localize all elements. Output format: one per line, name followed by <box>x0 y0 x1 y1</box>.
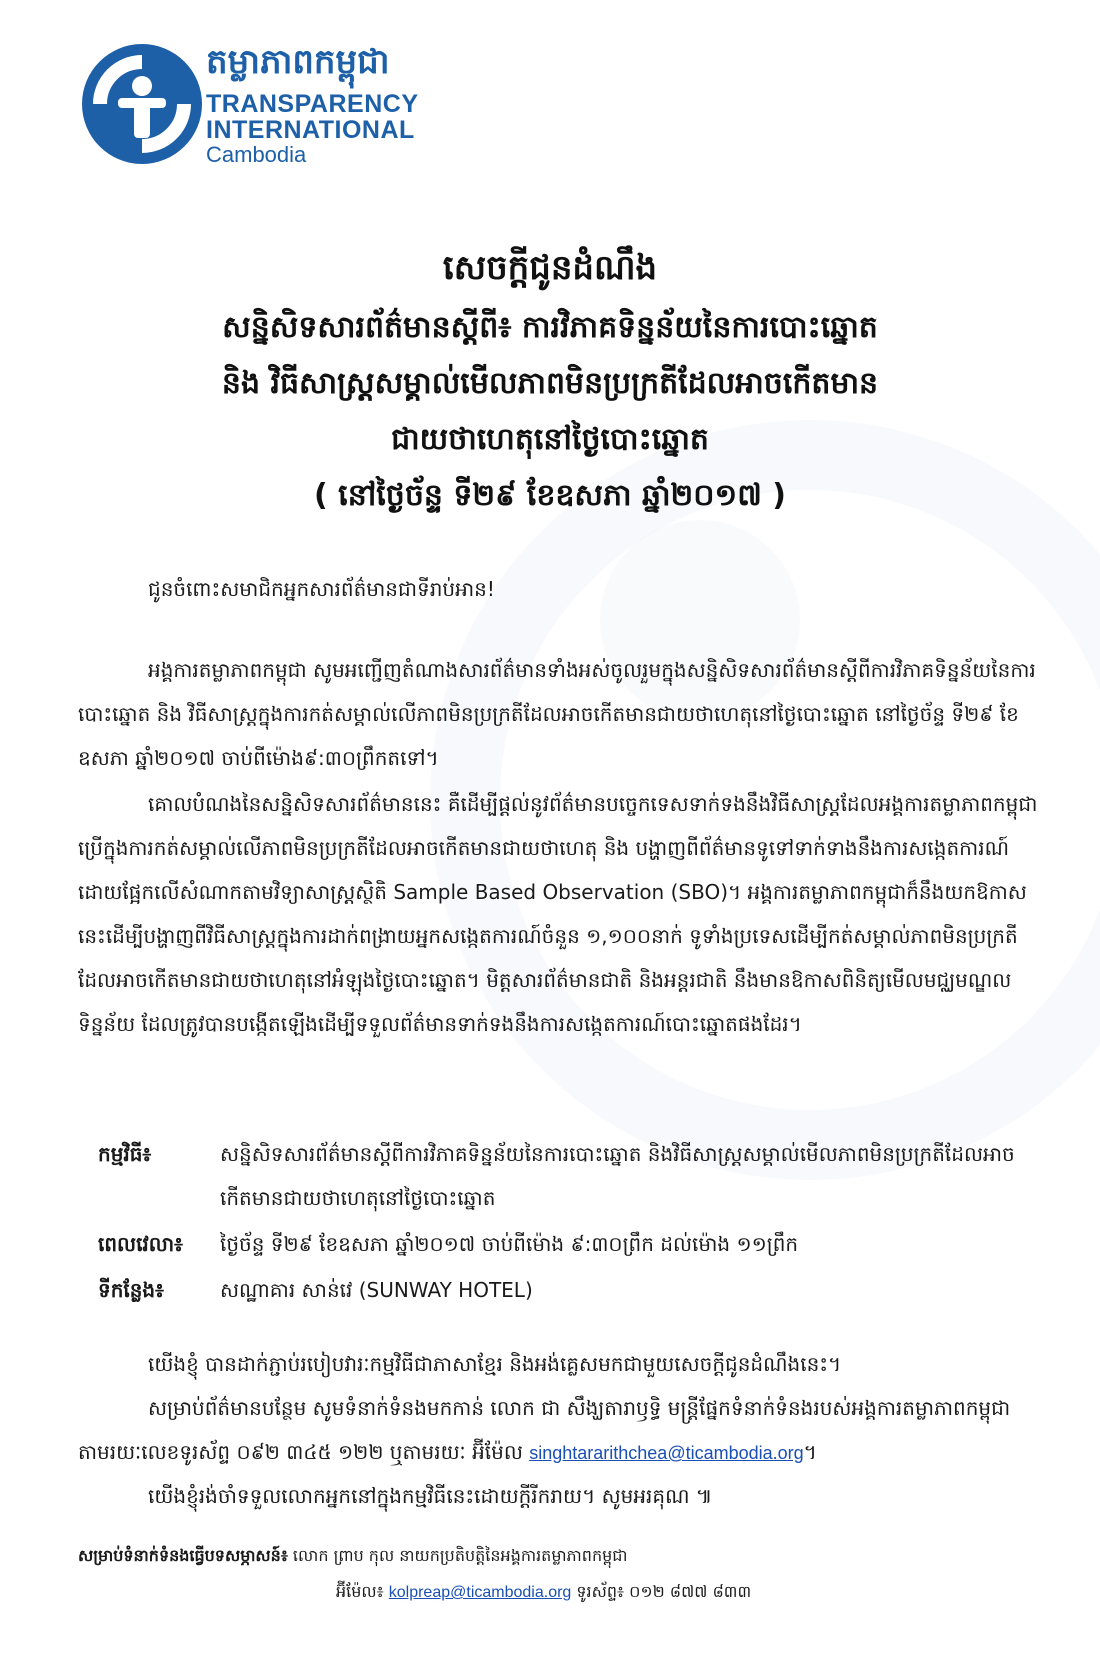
footer-phone: ទូរស័ព្ទ៖ ០១២ ៨៧៧ ៨៣៣ <box>571 1582 752 1601</box>
logo-cambodia-text: Cambodia <box>206 142 307 167</box>
program-value: សន្និសិទសារព័ត៌មានស្តីពីការវិភាគទិន្នន័យនៃការបោះឆ្នោត និងវិធីសាស្ត្រសម្គាល់មើលភាពមិនប្រក្រតីដែលអាចកើតមានជាយថាហេតុនៅថ្ងៃបោះឆ្នោត <box>220 1142 1015 1210</box>
time-label: ពេលវេលា៖ <box>98 1232 183 1256</box>
ti-logo-icon <box>78 40 206 168</box>
program-label: កម្មវិធី៖ <box>98 1142 152 1166</box>
logo-transparency-text: TRANSPARENCY <box>206 90 419 118</box>
footer-contact <box>78 1538 1038 1601</box>
title-block <box>60 240 1040 524</box>
paragraph-contact <box>78 1386 1038 1475</box>
paragraph-attachment: យើងខ្ញុំ បានដាក់ភ្ជាប់របៀបវារៈកម្មវិធីជាភាសាខ្មែរ និងអង់គ្លេសមកជាមួយសេចក្តីជូនដំណឹងនេះ។ <box>148 1352 842 1376</box>
footer-line-1 <box>78 1538 1038 1574</box>
footer-line-2 <box>336 1574 751 1611</box>
logo-khmer-text: តម្លាភាពកម្ពុជា <box>206 42 390 82</box>
place-value: សណ្ឋាគារ សាន់វេ (SUNWAY HOTEL) <box>220 1278 533 1302</box>
greeting: ជូនចំពោះសមាជិកអ្នកសារព័ត៌មានជាទីរាប់អាន! <box>148 577 495 601</box>
title-line-4: ជាយថាហេតុនៅថ្ងៃបោះឆ្នោត <box>391 422 709 457</box>
footer-email-label: អ៊ីម៉ែល៖ <box>336 1582 389 1601</box>
footer-email-link[interactable]: kolpreap@ticambodia.org <box>388 1584 572 1601</box>
time-value: ថ្ងៃច័ន្ទ ទី២៩ ខែឧសភា ឆ្នាំ២០១៧ ចាប់ពីម៉ោង ៩:៣០ព្រឹក ដល់ម៉ោង ១១ព្រឹក <box>220 1232 799 1256</box>
title-date: ( នៅថ្ងៃច័ន្ទ ទី២៩ ខែឧសភា ឆ្នាំ២០១៧ ) <box>314 478 786 513</box>
logo-international-text: INTERNATIONAL <box>206 116 415 144</box>
page-title: សេចក្តីជូនដំណឹង <box>442 248 658 288</box>
paragraph-purpose: គោលបំណងនៃសន្និសិទសារព័ត៌មាននេះ គឺដើម្បីផ្តល់នូវព័ត៌មានបច្ចេកទេសទាក់ទងនឹងវិធីសាស្ត្រដែលអង្គការតម្លាភាពកម្ពុជាប្រើក្នុងការកត់សម្គាល់លើភាពមិនប្រក្រតីដែលអាចកើតមានជាយថាហេតុ និង បង្ហាញពីព័ត៌មានទូទៅទាក់ទាងនឹងការសង្កេតការណ៍ ដោយផ្អែកលើសំណាកតាមវិទ្យាសាស្ត្រស្ថិតិ Sample Based Observation (SBO)។ អង្គការតម្លាភាពកម្ពុជាក៏នឹងយកឱកាសនេះដើម្បីបង្ហាញពីវិធីសាស្ត្រក្នុងការដាក់ពង្រាយអ្នកសង្កេតការណ៍ចំនួន ១,១០០នាក់ ទូទាំងប្រទេសដើម្បីកត់សម្គាល់ភាពមិនប្រក្រតីដែលអាចកើតមានជាយថាហេតុនៅអំឡុងថ្ងៃបោះឆ្នោត។ មិត្តសារព័ត៌មានជាតិ និងអន្តរជាតិ នឹងមានឱកាសពិនិត្យមើលមជ្ឈមណ្ឌលទិន្នន័យ ដែលត្រូវបានបង្កើតឡើងដើម្បីទទួលព័ត៌មានទាក់ទងនឹងការសង្កេតការណ៍បោះឆ្នោតផងដែរ។ <box>78 792 1038 1036</box>
place-row <box>98 1268 1048 1312</box>
footer-contact-person: លោក ព្រាប កុល នាយកប្រតិបត្តិនៃអង្គការតម្លាភាពកម្ពុជា <box>287 1546 628 1565</box>
contact-email-link[interactable]: singhtararithchea@ticambodia.org <box>529 1443 804 1463</box>
time-row <box>98 1222 1048 1266</box>
footer-label: សម្រាប់ទំនាក់ទំនងធ្វើបទសម្ភាសន៍៖ <box>78 1546 288 1565</box>
paragraph-closing: យើងខ្ញុំរង់ចាំទទួលលោកអ្នកនៅក្នុងកម្មវិធីនេះដោយក្តីរីករាយ។ សូមអរគុណ ៕ <box>148 1484 713 1508</box>
contact-end: ។ <box>803 1440 817 1464</box>
title-line-2: សន្និសិទសារព័ត៌មានស្តីពី៖ ការវិភាគទិន្នន័យនៃការបោះឆ្នោត <box>222 310 878 345</box>
place-label: ទីកន្លែង៖ <box>98 1278 164 1302</box>
title-line-3: និង វិធីសាស្ត្រសម្គាល់មើលភាពមិនប្រក្រតីដែលអាចកើតមាន <box>221 366 879 401</box>
ti-cambodia-logo <box>78 40 438 170</box>
contact-text: សម្រាប់ព័ត៌មានបន្ថែម សូមទំនាក់ទំនងមកកាន់ លោក ជា សឹង្ឃតារាឫទ្ធិ មន្រ្តីផ្នែកទំនាក់ទំនងរបស់អង្គការតម្លាភាពកម្ពុជា តាមរយៈលេខទូរស័ព្ទ ០៩២ ៣៤៥ ១២២ ឬតាមរយៈ អ៊ីម៉ែល <box>78 1396 1011 1464</box>
paragraph-invitation: អង្គការតម្លាភាពកម្ពុជា សូមអញ្ជើញតំណាងសារព័ត៌មានទាំងអស់ចូលរួមក្នុងសន្និសិទសារព័ត៌មានស្តីពីការវិភាគទិន្នន័យនៃការបោះឆ្នោត និង វិធីសាស្ត្រក្នុងការកត់សម្គាល់លើភាពមិនប្រក្រតីដែលអាចកើតមានជាយថាហេតុនៅថ្ងៃបោះឆ្នោត នៅថ្ងៃច័ន្ទ ទី២៩ ខែឧសភា ឆ្នាំ២០១៧ ចាប់ពីម៉ោង៩:៣០ព្រឹកតទៅ។ <box>78 658 1036 770</box>
program-row <box>98 1132 1048 1220</box>
